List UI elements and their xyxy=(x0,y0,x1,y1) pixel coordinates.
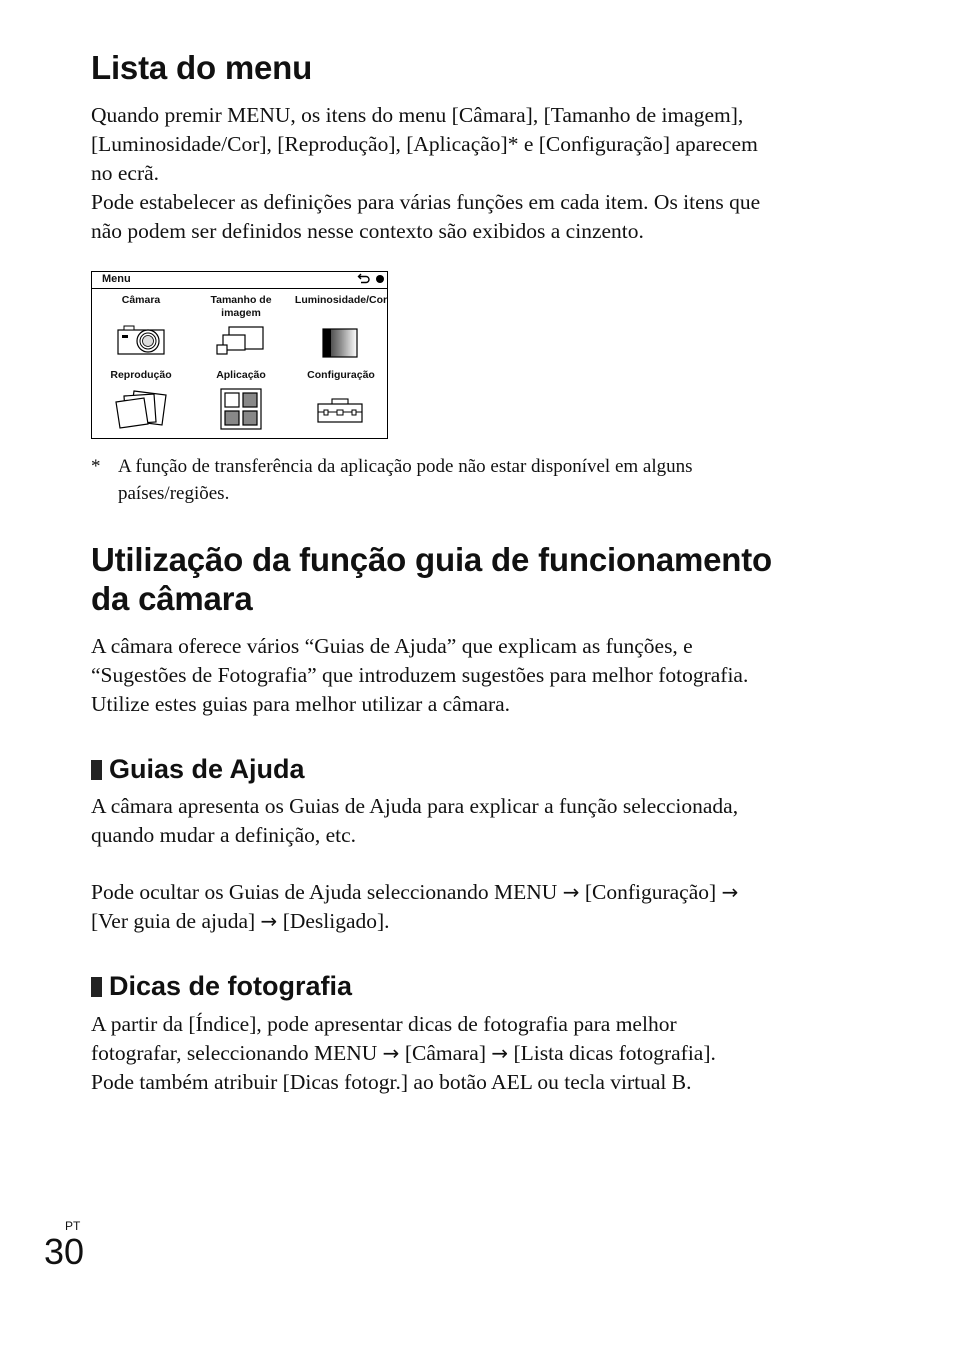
text-line: “Sugestões de Fotografia” que introduzem sugestões para melhor fotografia. xyxy=(91,663,749,687)
guide-intro-paragraph xyxy=(91,632,748,719)
image-size-icon xyxy=(215,325,267,362)
right-arrow-icon: → xyxy=(491,1041,509,1065)
text-line: Pode estabelecer as definições para várias funções em cada item. Os itens que xyxy=(91,190,761,214)
menu-label-line: Configuração xyxy=(307,369,375,381)
menu-item-playback-label xyxy=(98,369,184,382)
right-arrow-icon: → xyxy=(260,909,278,933)
menu-screen-header xyxy=(92,272,387,289)
text-segment: Pode ocultar os Guias de Ajuda seleccionando MENU xyxy=(91,880,558,904)
section-title-menu-list: Lista do menu xyxy=(91,49,313,86)
setup-toolbox-icon xyxy=(316,398,364,429)
text-line: não podem ser definidos nesse contexto são exibidos a cinzento. xyxy=(91,219,644,243)
menu-label-line: Tamanho de xyxy=(210,294,272,306)
menu-item-application-label xyxy=(198,369,284,382)
help-guides-hide-paragraph xyxy=(91,878,738,936)
text-segment: [Lista dicas fotografia]. xyxy=(513,1041,716,1065)
text-line: quando mudar a definição, etc. xyxy=(91,823,357,847)
footnote-marker: * xyxy=(91,456,101,477)
page-number: 30 xyxy=(44,1231,85,1272)
menu-label-line: Reprodução xyxy=(110,369,172,381)
square-bullet-icon xyxy=(91,760,102,780)
menu-label-line: Luminosidade/Cor xyxy=(294,294,388,306)
text-line xyxy=(91,907,738,936)
footnote-text xyxy=(118,453,693,507)
text-segment: [Desligado]. xyxy=(282,909,390,933)
right-arrow-icon: → xyxy=(382,1041,400,1065)
subsection-title-photo-tips xyxy=(91,970,352,1002)
text-line: Pode também atribuir [Dicas fotogr.] ao botão AEL ou tecla virtual B. xyxy=(91,1070,692,1094)
application-icon xyxy=(220,388,262,435)
text-line xyxy=(91,878,738,907)
menu-screen-title: Menu xyxy=(102,273,131,285)
text-line: A função de transferência da aplicação pode não estar disponível em alguns xyxy=(118,456,693,477)
playback-icon xyxy=(114,388,170,435)
brightness-color-icon xyxy=(322,327,358,364)
menu-label-line: Aplicação xyxy=(216,369,266,381)
text-line: Utilize estes guias para melhor utilizar a câmara. xyxy=(91,692,511,716)
text-line: Quando premir MENU, os itens do menu [Câmara], [Tamanho de imagem], xyxy=(91,103,744,127)
menu-item-image-size-label xyxy=(198,294,284,320)
menu-item-camera-label xyxy=(98,294,184,307)
square-bullet-icon xyxy=(91,977,102,997)
text-line: no ecrã. xyxy=(91,161,160,185)
text-line xyxy=(91,1039,716,1068)
subsection-title-help-guides xyxy=(91,753,305,785)
right-arrow-icon: → xyxy=(721,880,739,904)
help-guides-paragraph xyxy=(91,792,738,850)
menu-label-line: Câmara xyxy=(121,294,161,306)
photo-tips-paragraph xyxy=(91,1010,716,1097)
text-segment: [Ver guia de ajuda] xyxy=(91,909,256,933)
text-line: A câmara oferece vários “Guias de Ajuda” que explicam as funções, e xyxy=(91,634,693,658)
return-arrow-icon xyxy=(357,271,371,290)
menu-screen-illustration xyxy=(91,271,388,439)
text-line: países/regiões. xyxy=(118,483,230,504)
menu-item-setup-label xyxy=(292,369,390,382)
subsection-title-text: Guias de Ajuda xyxy=(109,754,305,784)
title-line: da câmara xyxy=(91,580,253,617)
title-line: Utilização da função guia de funcionamento xyxy=(91,541,773,578)
camera-icon xyxy=(116,324,168,361)
text-line: [Luminosidade/Cor], [Reprodução], [Aplicação]* e [Configuração] aparecem xyxy=(91,132,758,156)
menu-item-brightness-label xyxy=(292,294,390,307)
text-segment: [Configuração] xyxy=(584,880,717,904)
text-segment: fotografar, seleccionando MENU xyxy=(91,1041,378,1065)
menu-intro-paragraph xyxy=(91,101,760,246)
menu-label-line: imagem xyxy=(221,307,261,319)
subsection-title-text: Dicas de fotografia xyxy=(109,971,353,1001)
section-title-guide-function xyxy=(91,540,772,618)
record-dot-icon xyxy=(376,275,384,283)
text-line: A câmara apresenta os Guias de Ajuda para explicar a função seleccionada, xyxy=(91,794,739,818)
right-arrow-icon: → xyxy=(562,880,580,904)
page-language-code: PT xyxy=(65,1219,81,1233)
text-segment: [Câmara] xyxy=(404,1041,486,1065)
text-line: A partir da [Índice], pode apresentar dicas de fotografia para melhor xyxy=(91,1012,677,1036)
